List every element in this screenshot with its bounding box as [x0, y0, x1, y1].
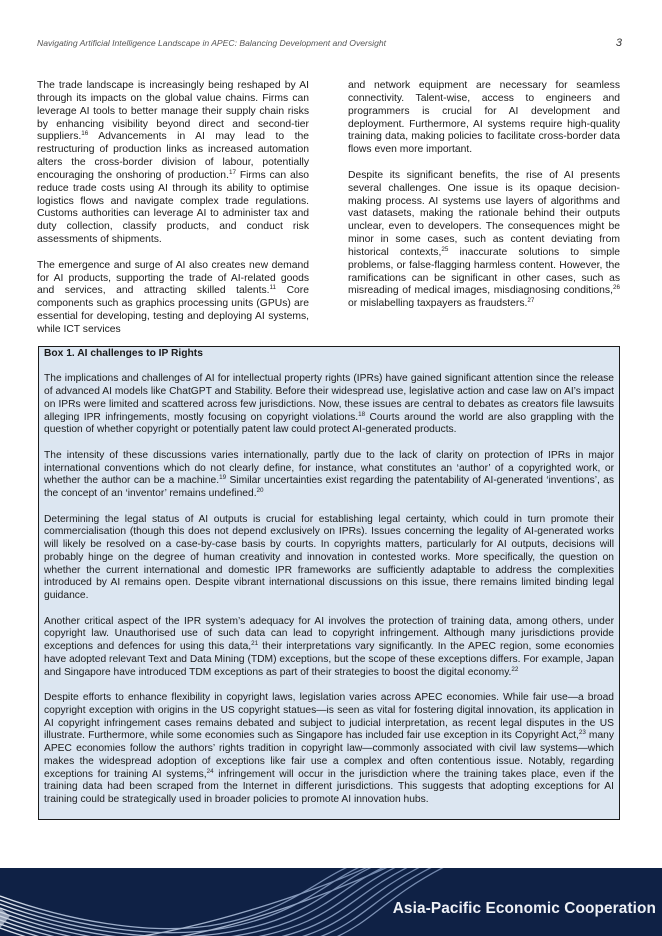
running-header: Navigating Artificial Intelligence Landscape in APEC: Balancing Development and Oversight: [37, 38, 387, 48]
paragraph-text: Firms can also reduce trade costs using AI through its ability to optimise logistics flows and navigate complex trade regulations. Customs authorities can leverage AI to administer tax and duty collection, classify products, and conduct risk assessments of shipments.: [37, 169, 310, 246]
paragraph-text: The emergence and surge of AI also creates new demand for AI products, supporting the trade of AI-related goods and services, and attracting skilled talents.: [37, 259, 309, 297]
apec-organization-name: Asia-Pacific Economic Cooperation: [392, 900, 656, 917]
paragraph-text: many APEC economies follow the authors’ rights tradition in copyright law—commonly associated with civil law systems—which makes the widespread adoption of exceptions like fair use a complex and often contentious issue. Notably, regarding exceptions for training AI systems,: [44, 730, 614, 780]
box-paragraph-training-data: [44, 616, 614, 680]
footnote-ref[interactable]: 27: [527, 297, 535, 305]
footnote-ref[interactable]: 17: [228, 168, 236, 176]
page-number: 3: [615, 37, 622, 49]
paragraph-trade-landscape: [37, 80, 309, 247]
footnote-ref[interactable]: 23: [578, 729, 586, 737]
paragraph-network-equipment: and network equipment are necessary for seamless connectivity. Talent-wise, access to engineers and programmers is crucial for AI development and deployment. Furthermore, AI systems require high-quality training data, making policies to facilitate cross-border data flows even more important.: [348, 80, 620, 156]
footnote-ref[interactable]: 22: [511, 665, 519, 673]
footnote-ref[interactable]: 11: [269, 284, 277, 292]
paragraph-text: inaccurate solutions to simple problems, or false-flagging harmless content. However, the ramifications can be significant in other cases, such as misreading of medical images, misdiagnosing conditions,: [348, 246, 620, 297]
footer-banner: [0, 868, 662, 936]
footnote-ref[interactable]: 26: [612, 284, 620, 292]
box-paragraph-intensity: [44, 450, 614, 501]
paragraph-text: Similar uncertainties exist regarding the patentability of AI-generated ‘inventions’, as the concept of an ‘inventor’ remains undefined.: [44, 475, 614, 499]
footnote-ref[interactable]: 19: [219, 474, 227, 482]
paragraph-text: infringement will occur in the jurisdiction where the training takes place, even if the training data had been scraped from the Internet in different jurisdictions. This suggests that adopting exceptions for AI training could be strategically used in broader policies to promote AI innovation hubs.: [44, 768, 614, 805]
paragraph-text: The implications and challenges of AI for intellectual property rights (IPRs) have gained significant attention since the release of advanced AI models like ChatGPT and Stability. Before their widespread use, legislative action and case law on AI’s impact on IPRs were limited and scattered across few jurisdictions. Now, these issues are central to debates as creators file lawsuits alleging IPR infringements, mostly focusing on copyright violations.: [44, 373, 614, 423]
paragraph-text: their interpretations vary significantly. In the APEC region, some economies have adopted relevant Text and Data Mining (TDM) exceptions, but the scope of these exceptions differs. For example, Japan and Singapore have introduced TDM exceptions as part of their strategies to boost the digital economy.: [44, 641, 614, 678]
box-paragraph-fair-use: [44, 692, 614, 807]
paragraph-text: Courts around the world are also grappling with the question of whether copyright or potentially patent law could protect AI-generated products.: [44, 411, 614, 436]
paragraph-ai-challenges: [348, 170, 620, 311]
paragraph-text: Despite its significant benefits, the rise of AI presents several challenges. One issue is its opaque decision-making process. AI systems use layers of algorithms and vast datasets, making the rationale behind their outputs unclear, even to developers. The consequences might be minor in some cases, such as content deviating from historical contexts,: [348, 169, 620, 258]
footnote-ref[interactable]: 18: [358, 410, 366, 418]
footnote-ref[interactable]: 25: [441, 245, 449, 253]
paragraph-text: The trade landscape is increasingly being reshaped by AI through its impacts on the global value chains. Firms can leverage AI tools to better manage their supply chain risks by enhancing visibility beyond direct and second-tier suppliers.: [37, 80, 309, 143]
paragraph-text: The intensity of these discussions varies internationally, partly due to the lack of clarity on protection of IPRs in major international conventions which do not clearly define, for instance, what constitutes an ‘author’ of a copyrighted work, or whether the author can be a machine.: [44, 449, 614, 487]
paragraph-text: Advancements in AI may lead to the restructuring of production links as increased automation alters the cross-border division of labour, potentially encouraging the onshoring of production.: [37, 131, 309, 181]
box-ai-ip-rights: [38, 346, 620, 820]
box-paragraph-legal-status: Determining the legal status of AI outputs is crucial for establishing legal certainty, which could in turn promote their commercialisation (though this does not depend exclusively on IPRs). Issues concerning the legality of AI-generated works will likely be resolved on a case-by-case basis by courts. In copyrights matters, particularly for AI outputs, decisions will probably hinge on the degree of human creativity and innovation in contested works. More specifically, the question on whether the current international and domestic IPR frameworks are sufficiently adaptable to address the complexities introduced by AI remains open. Despite vibrant international discussions on this issue, there remains limited binding legal guidance.: [44, 513, 614, 601]
footnote-ref[interactable]: 16: [81, 130, 89, 138]
footnote-ref[interactable]: 21: [251, 640, 259, 647]
paragraph-text: Despite efforts to enhance flexibility in copyright laws, legislation varies across APEC economies. While fair use—a broad copyright exception with origins in the US copyright statues—is seen as vital for fostering digital innovation, its application in AI copyright infringement cases remains debated and subject to judicial interpretation, as recent legal disputes in the US illustrate. Furthermore, while some economies such as Singapore has included fair use exception in its Copyright Act,: [44, 692, 614, 742]
box-paragraph-implications: [44, 373, 614, 437]
right-column: [348, 80, 620, 324]
paragraph-text: Another critical aspect of the IPR system’s adequacy for AI involves the protection of training data, among others, under copyright law. Unauthorised use of such data can lead to copyright infringement. Although many jurisdictions provide exceptions and defences for using this data,: [44, 615, 614, 652]
paragraph-text: or mislabelling taxpayers as fraudsters.: [348, 298, 528, 310]
footnote-ref[interactable]: 20: [256, 487, 264, 494]
paragraph-text: Core components such as graphics processing units (GPUs) are essential for developing, testing and deploying AI systems, while ICT services: [37, 285, 309, 335]
footnote-ref[interactable]: 24: [206, 767, 214, 775]
box-title: Box 1. AI challenges to IP Rights: [44, 348, 203, 359]
paragraph-ai-demand: [37, 260, 309, 337]
left-column: [37, 80, 309, 350]
